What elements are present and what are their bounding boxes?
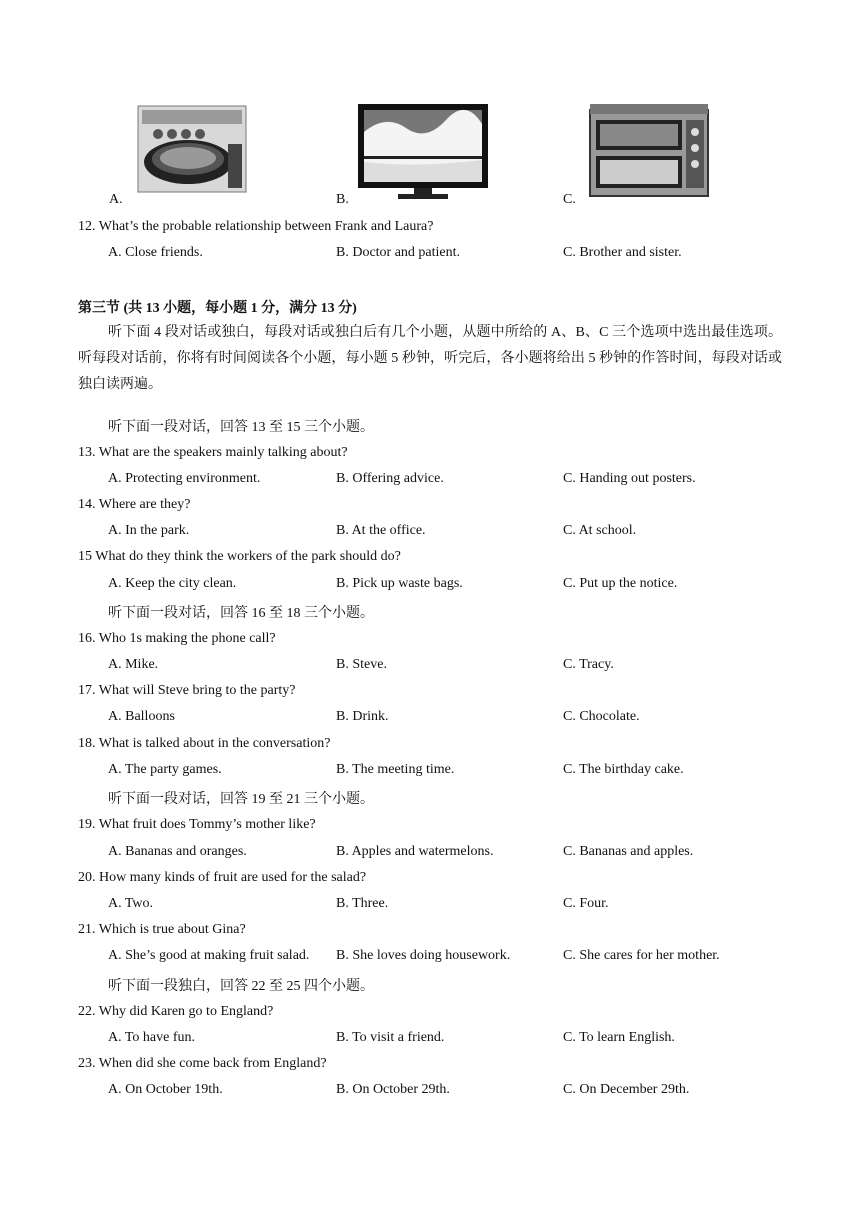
q15-option-a[interactable]: A. Keep the city clean. (108, 576, 237, 591)
q20-option-a[interactable]: A. Two. (108, 896, 154, 911)
question-17: 17. What will Steve bring to the party? (78, 683, 296, 698)
q20-option-b[interactable]: B. Three. (336, 896, 389, 911)
q12-option-c[interactable]: C. Brother and sister. (563, 245, 682, 260)
q14-option-c[interactable]: C. At school. (563, 523, 637, 538)
q16-option-a[interactable]: A. Mike. (108, 657, 159, 672)
q19-option-c[interactable]: C. Bananas and apples. (563, 844, 694, 859)
q22-option-c[interactable]: C. To learn English. (563, 1030, 675, 1045)
section-3-instructions: 听下面 4 段对话或独白，每段对话或独白后有几个小题，从题中所给的 A、B、C 三个选项中选出最佳选项。听每段对话前，你将有时间阅读各个小题，每小题 5 秒钟，听完后，各小题将给出 5 秒钟的作答时间，每段对话或独白读两遍。 (78, 325, 782, 392)
q13-option-b[interactable]: B. Offering advice. (336, 471, 444, 486)
monitor-picture (356, 102, 490, 202)
q23-option-b[interactable]: B. On October 29th. (336, 1082, 450, 1097)
q11-option-c-label[interactable]: C. (563, 192, 576, 207)
q22-option-a[interactable]: A. To have fun. (108, 1030, 196, 1045)
question-14: 14. Where are they? (78, 497, 191, 512)
q19-option-a[interactable]: A. Bananas and oranges. (108, 844, 247, 859)
q17-option-a[interactable]: A. Balloons (108, 709, 175, 724)
question-18: 18. What is talked about in the conversation? (78, 736, 331, 751)
q15-option-c[interactable]: C. Put up the notice. (563, 576, 678, 591)
question-22: 22. Why did Karen go to England? (78, 1004, 274, 1019)
q17-option-b[interactable]: B. Drink. (336, 709, 389, 724)
question-23: 23. When did she come back from England? (78, 1056, 327, 1071)
q19-option-b[interactable]: B. Apples and watermelons. (336, 844, 494, 859)
q16-option-c[interactable]: C. Tracy. (563, 657, 614, 672)
question-21: 21. Which is true about Gina? (78, 922, 246, 937)
q16-option-b[interactable]: B. Steve. (336, 657, 387, 672)
q15-option-b[interactable]: B. Pick up waste bags. (336, 576, 463, 591)
question-13: 13. What are the speakers mainly talking about? (78, 445, 348, 460)
q18-option-b[interactable]: B. The meeting time. (336, 762, 455, 777)
question-16: 16. Who 1s making the phone call? (78, 631, 276, 646)
q22-option-b[interactable]: B. To visit a friend. (336, 1030, 445, 1045)
question-20: 20. How many kinds of fruit are used for the salad? (78, 870, 367, 885)
q12-option-b[interactable]: B. Doctor and patient. (336, 245, 461, 260)
q11-option-a-label[interactable]: A. (109, 192, 123, 207)
q18-option-a[interactable]: A. The party games. (108, 762, 222, 777)
monologue-intro: 听下面一段独白，回答 22 至 25 四个小题。 (108, 979, 374, 994)
q14-option-a[interactable]: A. In the park. (108, 523, 190, 538)
q11-option-b-label[interactable]: B. (336, 192, 349, 207)
q13-option-c[interactable]: C. Handing out posters. (563, 471, 696, 486)
q13-option-a[interactable]: A. Protecting environment. (108, 471, 261, 486)
question-15: 15 What do they think the workers of the park should do? (78, 549, 401, 564)
q20-option-c[interactable]: C. Four. (563, 896, 609, 911)
question-19: 19. What fruit does Tommy’s mother like? (78, 817, 316, 832)
q21-option-b[interactable]: B. She loves doing housework. (336, 948, 511, 963)
q14-option-b[interactable]: B. At the office. (336, 523, 426, 538)
section-3-heading: 第三节 (共 13 小题，每小题 1 分，满分 13 分) (78, 301, 357, 316)
q12-option-a[interactable]: A. Close friends. (108, 245, 203, 260)
q21-option-c[interactable]: C. She cares for her mother. (563, 948, 720, 963)
q23-option-c[interactable]: C. On December 29th. (563, 1082, 690, 1097)
dialogue-1-intro: 听下面一段对话，回答 13 至 15 三个小题。 (108, 420, 374, 435)
q21-option-a[interactable]: A. She’s good at making fruit salad. (108, 948, 310, 963)
q18-option-c[interactable]: C. The birthday cake. (563, 762, 684, 777)
q23-option-a[interactable]: A. On October 19th. (108, 1082, 223, 1097)
question-12: 12. What’s the probable relationship between Frank and Laura? (78, 219, 434, 234)
dialogue-3-intro: 听下面一段对话，回答 19 至 21 三个小题。 (108, 792, 374, 807)
dialogue-2-intro: 听下面一段对话，回答 16 至 18 三个小题。 (108, 606, 374, 621)
q11-pictures (0, 100, 860, 215)
oven-picture (586, 102, 714, 202)
q17-option-c[interactable]: C. Chocolate. (563, 709, 640, 724)
clock-picture (136, 104, 250, 196)
